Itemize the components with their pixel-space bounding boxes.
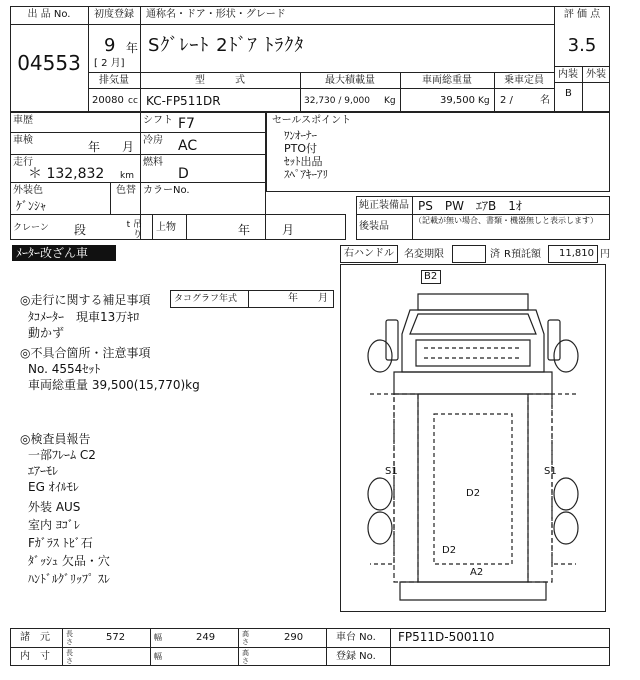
reg-year-unit: 年 [126,41,139,55]
sales-point-item: ｽﾍﾟｱｷｰｱﾘ [284,168,328,181]
sales-point-item: PTO付 [284,142,318,155]
inspector-title: ◎検査員報告 [20,432,91,446]
steering: 右ハンドル [344,248,394,259]
crane-label: クレーン [13,223,49,233]
inner-length-label: 長さ [66,649,73,665]
equipment-label: 純正装備品 [359,200,409,211]
diagram-s1-left: S1 [385,466,398,477]
sales-points-title: セールスポイント [272,115,352,126]
dims-label: 諸 元 [20,632,50,643]
tachograph-label: タコグラフ年式 [174,294,238,304]
driving-line: ﾀｺﾒｰﾀｰ 現車13万ｷﾛ [28,310,140,324]
width: 249 [196,632,216,643]
displacement: 20080 [92,95,124,106]
reg-month: [ 2 月] [94,58,125,69]
inspector-line: EG ｵｲﾙﾓﾚ [28,480,79,494]
inspector-line: 室内 ﾖｺﾞﾚ [28,518,80,532]
upper-row-ext [266,214,346,240]
inspector-line: ﾀﾞｯｼｭ 欠品・穴 [28,554,110,568]
driving-line: 動かず [28,326,65,340]
shift-label: シフト [143,115,173,126]
width-label: 幅 [154,633,162,642]
interior-dims-label: 内 寸 [20,651,50,662]
lot-no: 04553 [17,51,81,75]
car-name: Sｸﾞﾚｰﾄ 2ﾄﾞｱ ﾄﾗｸﾀ [148,35,305,56]
aftermarket-label: 後装品 [359,221,389,232]
height-label: 高さ [242,630,249,646]
color-no-label: 色替 [116,185,136,196]
upper-month: 月 [282,223,295,237]
name-change-label: 名変期限 [404,249,444,260]
defect-line: No. 4554ｾｯﾄ [28,362,101,376]
model-label: 通称名・ドア・形状・グレード [146,9,286,20]
aftermarket-note: （記載が無い場合、書類・機器無しと表示します） [414,216,598,225]
gross-weight-unit: Kg [478,96,490,106]
inspection-month: 月 [122,140,135,154]
score-label: 評 価 点 [563,9,601,20]
length-label: 長さ [66,630,73,646]
chassis-label: 車台 No. [336,632,376,643]
gross-weight-label: 車両総重量 [422,75,472,86]
inner-width-label: 幅 [154,652,162,661]
type-label: 型 式 [195,75,245,86]
displacement-unit: cc [128,96,138,106]
ac-label: 冷房 [143,135,163,146]
crane-ton-label: t 吊り [126,220,142,240]
upper-year: 年 [238,223,251,237]
recycle-amount: 11,810 [559,248,594,259]
displacement-label: 排気量 [99,75,129,86]
chassis: FP511D-500110 [398,630,495,644]
inspector-line: ｴｱｰﾓﾚ [28,464,59,478]
inspection-label: 車検 [13,135,33,146]
color-code-label: カラーNo. [143,185,190,196]
driving-title: ◎走行に関する補足事項 [20,293,151,307]
crane-stage: 段 [74,223,87,237]
name-change-box [452,245,486,263]
max-load-label: 最大積載量 [325,75,375,86]
max-load-unit: Kg [384,96,396,106]
truck-diagram-svg [340,264,606,612]
inspector-line: 外装 AUS [28,500,81,514]
upper-label: 上物 [156,222,176,233]
interior-label: 内装 [558,69,578,80]
fuel: D [178,166,189,182]
shift: F7 [178,116,195,132]
diagram-d2-center: D2 [466,488,481,499]
gross-weight: 39,500 [440,95,475,106]
diagram-s1-right: S1 [544,466,557,477]
model-code: KC-FP511DR [146,94,221,108]
max-load: 32,730 / 9,000 [304,96,371,106]
defect-title: ◎不具合箇所・注意事項 [20,346,151,360]
reg-year: 9 [104,35,116,56]
color: ｹﾞﾝｼｬ [16,199,47,213]
mileage-label: 走行 [13,157,33,168]
length: 572 [106,632,126,643]
diagram-d2-lower: D2 [442,545,457,556]
sales-point-item: ﾜﾝｵｰﾅｰ [284,129,317,142]
tacho-month: 月 [318,293,328,304]
defect-line: 車両総重量 39,500(15,770)kg [28,378,200,392]
color-label: 外装色 [13,185,43,196]
mileage-unit: km [120,171,134,181]
meter-tamper-text: ﾒｰﾀｰ改ざん車 [16,246,89,260]
capacity: 2 / [500,95,513,106]
equipment-value: PS PW ｴｱB 1ｵ [418,199,522,213]
lot-no-label: 出 品 No. [27,9,71,20]
ac: AC [178,138,198,154]
interior-grade: B [565,88,572,99]
capacity-unit: 名 [540,95,550,106]
tacho-year: 年 [288,293,298,304]
mileage: ＊ 132,832 [28,166,105,182]
recycle-unit: 円 [600,249,610,260]
recycle-mark: 済 [490,249,500,260]
first-reg-label: 初度登録 [94,9,134,20]
reg-label: 登録 No. [336,651,376,662]
diagram-a2: A2 [470,567,484,578]
recycle-label: R預託額 [504,249,541,260]
inspector-line: 一部ﾌﾚｰﾑ C2 [28,448,96,462]
inspection-year: 年 [88,140,101,154]
score: 3.5 [567,35,597,56]
inspector-line: ﾊﾝﾄﾞﾙｸﾞﾘｯﾌﾟ ｽﾚ [28,572,110,586]
history-label: 車歴 [13,115,33,126]
exterior-label: 外装 [586,69,606,80]
sales-point-item: ｾｯﾄ出品 [284,155,323,168]
fuel-label: 燃料 [143,157,163,168]
inner-height-label: 高さ [242,649,249,665]
height: 290 [284,632,304,643]
diagram-b2: B2 [424,271,438,282]
capacity-label: 乗車定員 [504,75,544,86]
inspector-line: Fｶﾞﾗｽ ﾄﾋﾞ石 [28,536,93,550]
